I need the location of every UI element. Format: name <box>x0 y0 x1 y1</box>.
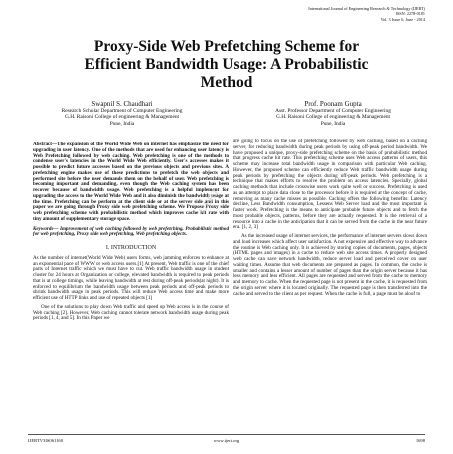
author-location: Pune, India <box>109 120 135 127</box>
title-line-1: Proxy-Side Web Prefetching Scheme for <box>93 38 360 55</box>
journal-header <box>308 6 425 22</box>
abstract: Abstract—The expansion of the World Wide Web on internet has emphasize the need for upgrading in user latency. One of the methods that are used for enhancing user latency is Web Prefetching followed by web caching. Web prefetching is one of the methods to condense user's latencies in the World Wide Web efficiently. User's accesses makes it possible to predict future accesses based on the previous objects and previous sites. A prefetching engine makes use of these predictions to prefetch the web objects and performed site before the user demands them on the behalf of user. Web prefetching is becoming important and demanding, even though the Web caching system has been recover because of bandwidth usage. Web prefetching is a helpful implement for upgrading the access to the World Wide Web and it also diminish the bandwidth usage at the time. Prefetching can be perform at the client side or at the server side and in this paper we are going through Proxy side web prefetching scheme. We Propose Proxy side web prefetching scheme with probabilistic method which improves cache hit rate with tiny amount of supplementary storage space. <box>33 142 229 222</box>
author-affiliation: G.H. Raisoni College of engineering & Management <box>64 114 180 121</box>
journal-issn: ISSN: 2278-0181 <box>395 11 425 17</box>
journal-url[interactable]: www.ijert.org <box>213 438 240 443</box>
title-line-2: Efficient Bandwidth Usage: A Probabilistic <box>84 56 369 73</box>
author-role: Research Scholar Department of Computer Engineering <box>61 108 183 114</box>
section-heading-introduction: I. INTRODUCTION <box>105 245 157 251</box>
left-column <box>33 142 229 454</box>
keywords: Keywords— Improvement of web caching followed by web prefetching, Probabilistic method for web prefetching, Proxy side web prefetching, Web prefetching objects. <box>33 225 229 238</box>
body-paragraph-2: As the increased usage of internet services, the performance of internet servers slows down and load increases which affect user satisfaction. A not expensive and effective way to advance the routine is Web caching only. It is achieved by storing copies of documents, pages, objects (HTML pages and images) in a cache to reduce web site access times. A properly designed web cache can save network bandwidth, reduce server load and perceived cover on user waiting times. Assume that web documents are prepared as pages. In common, the cache is smaller and contains a lesser amount of number of pages than the origin server because it has less memory and less efficient. All pages are requested and served from the cache to memory and memory to cache. When the requested page is not present in the cache, it is requested from the origin server where it is located originally. The requested page is then transferred into the cache and served to the client as per request. When the cache is full, a page must be aloof to <box>233 233 427 297</box>
right-column <box>233 139 427 451</box>
intro-paragraph-2: One of the solutions to play down Web traffic and speed up Web access is in the course of Web caching [2]. However, Web caching cannot tolerate network bandwidth usage during peak periods [1, 4, and 5]. In this Paper we <box>33 303 229 322</box>
author-role: Asst. Professor Department of Computer Engineering <box>275 108 391 114</box>
journal-name: International Journal of Engineering Research & Technology (IJERT) <box>308 6 425 11</box>
paper-id: IJERTV3IS061160 <box>28 438 64 443</box>
page-footer <box>28 434 425 445</box>
watermark-logo: IJERT <box>197 186 223 217</box>
paper-title <box>40 38 413 92</box>
author-block-1 <box>32 100 212 127</box>
author-location: Pune, India <box>320 120 346 127</box>
author-name: Swapnil S. Chaudhari <box>91 100 153 108</box>
author-affiliation: G.H. Raisoni College of engineering & Management <box>275 114 391 121</box>
author-name: Prof. Poonam Gupta <box>304 100 362 108</box>
journal-volume: Vol. 3 Issue 6, June - 2014 <box>380 16 425 22</box>
title-line-3: Method <box>200 74 253 91</box>
page-number: 1698 <box>415 438 425 443</box>
body-paragraph-1: are going to focus on the use of prefetching followed by web caching, based on a caching server, for reducing bandwidth during peak periods by using off-peak period bandwidth. We have proposed a unique, proxy-side prefetching scheme on the basis of probabilistic method that progress cache hit rate. This prefetching scheme uses Web access patterns of users, this scheme may increase total bandwidth usage in comparison with particular Web caching. However, the proposed scheme can efficiently reduce Web traffic bandwidth usage during peak periods by prefetching the objects during off-peak periods. Web prefetching is a technique that makes efforts to resolve the problem on access latencies. Specially, global caching methods that include crosswise users work quite well or success. Prefetching is used as an attempt to place data close to the processor before it is required at the concept of cache, removing as many cache misses as possible. Caching offers the following benefits: Latency decline, Less Bandwidth consumption, Lessens Web Server load and the most important is faster work. Prefetching is the means to anticipate probable future objects and to fetch the most probable objects, patterns, before they are actually requested. It is the retrieval of a resource into a cache in the anticipation that it can be served from the cache in the near future era. [1, 2, 3] <box>233 139 427 231</box>
intro-paragraph-1: As the number of internet(World Wide Web) users forms, web jamming enforces to enhance at an exponential pace of WWW or web access users.[1] At present, Web traffic is one of the chief parts of Internet traffic which we must have to cut. Web traffic bandwidth usage in student cluster for 24 hours at Organization or college, elevated bandwidth is required to peak periods that is at college timings, while leaving bandwidth at rest during off-peak periods(at night). It is enforced to equilibrium the bandwidth usage between peak periods and off-peak periods to shrink bandwidth usage in peak periods. This will reduce Web access time and make more efficient use of HTTP links and use of repeated objects [1] <box>33 254 229 301</box>
author-block-2 <box>243 100 423 127</box>
